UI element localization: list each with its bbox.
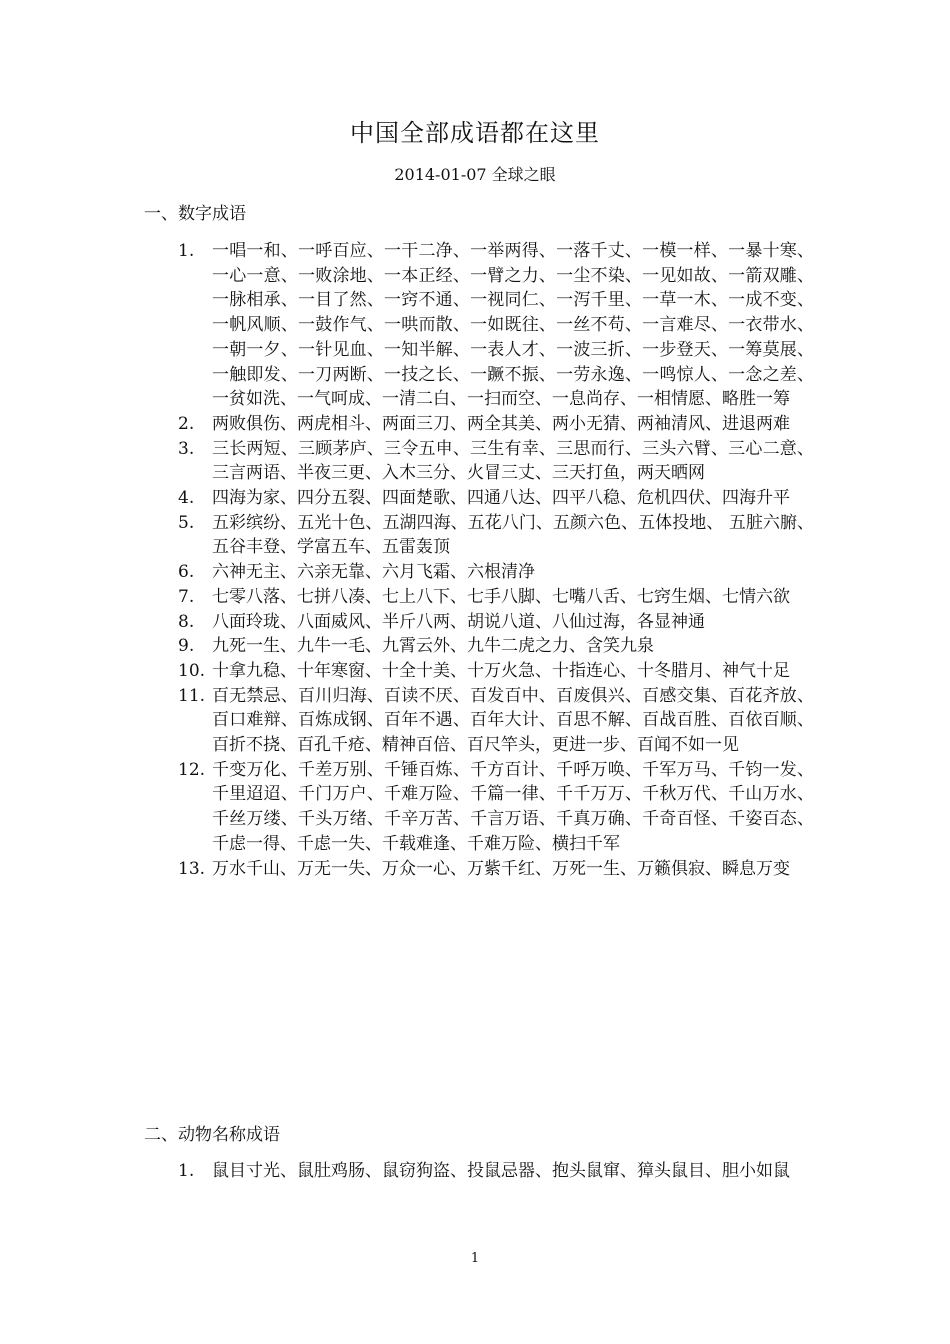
list-item bbox=[144, 659, 814, 684]
list-item bbox=[144, 610, 814, 635]
section-heading: 一、数字成语 bbox=[144, 204, 246, 224]
item-number: 4. bbox=[178, 488, 195, 509]
item-number: 11. bbox=[178, 685, 206, 706]
item-number: 9. bbox=[178, 636, 195, 657]
item-text: 十拿九稳、十年寒窗、十全十美、十万火急、十指连心、十冬腊月、神气十足 bbox=[212, 660, 790, 681]
item-number: 8. bbox=[178, 611, 195, 632]
item-text: 千变万化、千差万别、千锤百炼、千方百计、千呼万唤、千军万马、千钧一发、千里迢迢、千门万户、千难万险、千篇一律、千千万万、千秋万代、千山万水、千丝万缕、千头万绪、千辛万苦、千言万语、千真万确、千奇百怪、千姿百态、千虑一得、千虑一失、千载难逢、千难万险、横扫千军 bbox=[212, 759, 814, 854]
item-number: 7. bbox=[178, 586, 195, 607]
list-item bbox=[144, 585, 814, 610]
list-item bbox=[144, 239, 814, 412]
list-item bbox=[144, 634, 814, 659]
list-item bbox=[144, 511, 814, 560]
item-text: 四海为家、四分五裂、四面楚歌、四通八达、四平八稳、危机四伏、四海升平 bbox=[212, 488, 790, 509]
item-text: 八面玲珑、八面威风、半斤八两、胡说八道、八仙过海，各显神通 bbox=[212, 611, 705, 632]
item-text: 三长两短、三顾茅庐、三令五申、三生有幸、三思而行、三头六臂、三心二意、三言两语、半夜三更、入木三分、火冒三丈、三天打鱼，两天晒网 bbox=[212, 438, 814, 484]
item-number: 13. bbox=[178, 858, 206, 879]
item-number: 12. bbox=[178, 759, 206, 780]
list-item bbox=[144, 857, 814, 882]
item-text: 万水千山、万无一失、万众一心、万紫千红、万死一生、万籁俱寂、瞬息万变 bbox=[212, 858, 790, 879]
list-item bbox=[144, 560, 814, 585]
item-number: 1. bbox=[178, 241, 195, 261]
item-text: 六神无主、六亲无靠、六月飞霜、六根清净 bbox=[212, 562, 535, 583]
item-number: 1. bbox=[178, 1161, 195, 1181]
item-number: 5. bbox=[178, 512, 195, 533]
item-text: 一唱一和、一呼百应、一干二净、一举两得、一落千丈、一模一样、一暴十寒、一心一意、一败涂地、一本正经、一臂之力、一尘不染、一见如故、一箭双雕、一脉相承、一目了然、一窍不通、一视同仁、一泻千里、一草一木、一成不变、一帆风顺、一鼓作气、一哄而散、一如既往、一丝不苟、一言难尽、一衣带水、一朝一夕、一针见血、一知半解、一表人才、一波三折、一步登天、一筹莫展、一触即发、一刀两断、一技之长、一蹶不振、一劳永逸、一鸣惊人、一念之差、一贫如洗、一气呵成、一清二白、一扫而空、一息尚存、一相情愿、略胜一筹 bbox=[212, 241, 814, 410]
idiom-list bbox=[144, 1159, 814, 1184]
item-number: 10. bbox=[178, 660, 206, 681]
list-item bbox=[144, 437, 814, 486]
item-text: 鼠目寸光、鼠肚鸡肠、鼠窃狗盗、投鼠忌器、抱头鼠窜、獐头鼠目、胆小如鼠 bbox=[212, 1161, 790, 1181]
item-text: 百无禁忌、百川归海、百读不厌、百发百中、百废俱兴、百感交集、百花齐放、百口难辩、百炼成钢、百年不遇、百年大计、百思不解、百战百胜、百依百顺、百折不挠、百孔千疮、精神百倍、百尺竿头，更进一步、百闻不如一见 bbox=[212, 685, 814, 756]
item-text: 九死一生、九牛一毛、九霄云外、九牛二虎之力、含笑九泉 bbox=[212, 636, 654, 657]
item-number: 2. bbox=[178, 413, 195, 434]
item-text: 七零八落、七拼八凑、七上八下、七手八脚、七嘴八舌、七窍生烟、七情六欲 bbox=[212, 586, 790, 607]
list-item bbox=[144, 1159, 814, 1184]
list-item bbox=[144, 758, 814, 857]
item-text: 两败俱伤、两虎相斗、两面三刀、两全其美、两小无猜、两袖清风、进退两难 bbox=[212, 413, 790, 434]
item-number: 6. bbox=[178, 562, 195, 583]
document-meta: 2014-01-07 全球之眼 bbox=[394, 165, 556, 184]
list-item bbox=[144, 412, 814, 437]
item-number: 3. bbox=[178, 438, 195, 459]
list-item bbox=[144, 486, 814, 511]
item-text: 五彩缤纷、五光十色、五湖四海、五花八门、五颜六色、五体投地、 五脏六腑、五谷丰登、学富五车、五雷轰顶 bbox=[212, 512, 814, 558]
page-number: 1 bbox=[470, 1251, 480, 1266]
section-heading: 二、动物名称成语 bbox=[144, 1125, 280, 1145]
idiom-list bbox=[144, 239, 814, 881]
list-item bbox=[144, 684, 814, 758]
document-title: 中国全部成语都在这里 bbox=[350, 119, 600, 147]
